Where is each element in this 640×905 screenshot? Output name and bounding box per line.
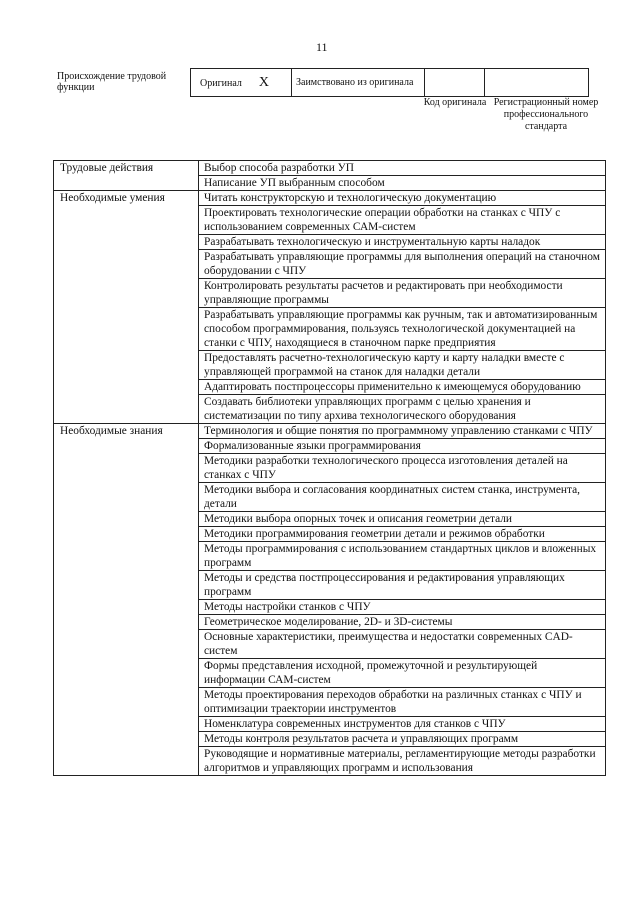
row-text: Терминология и общие понятия по программному управлению станками с ЧПУ xyxy=(199,424,606,439)
row-text: Адаптировать постпроцессоры применительно к имеющемуся оборудованию xyxy=(199,380,606,395)
row-text: Формализованные языки программирования xyxy=(199,439,606,454)
row-text: Методики программирования геометрии детали и режимов обработки xyxy=(199,527,606,542)
section-label: Необходимые знания xyxy=(54,424,199,776)
row-text: Методы настройки станков с ЧПУ xyxy=(199,600,606,615)
original-mark: X xyxy=(258,74,270,90)
row-text: Разрабатывать технологическую и инструментальную карты наладок xyxy=(199,235,606,250)
table-row xyxy=(54,424,606,439)
row-text: Предоставлять расчетно-технологическую карту и карту наладки вместе с управляющей программой на станок для наладки детали xyxy=(199,351,606,380)
row-text: Читать конструкторскую и технологическую документацию xyxy=(199,191,606,206)
section-label: Необходимые умения xyxy=(54,191,199,424)
row-text: Разрабатывать управляющие программы для выполнения операций на станочном оборудовании с ЧПУ xyxy=(199,250,606,279)
row-text: Создавать библиотеки управляющих программ с целью хранения и систематизации по типу архива технологического оборудования xyxy=(199,395,606,424)
row-text: Написание УП выбранным способом xyxy=(199,176,606,191)
origin-table xyxy=(190,68,589,97)
code-cell xyxy=(425,69,485,97)
table-row xyxy=(54,191,606,206)
row-text: Методы программирования с использованием стандартных циклов и вложенных программ xyxy=(199,542,606,571)
row-text: Формы представления исходной, промежуточной и результирующей информации САМ-систем xyxy=(199,659,606,688)
section-label: Трудовые действия xyxy=(54,161,199,191)
row-text: Проектировать технологические операции обработки на станках с ЧПУ с использованием современных САМ-систем xyxy=(199,206,606,235)
page-number: 11 xyxy=(316,40,328,54)
row-text: Руководящие и нормативные материалы, регламентирующие методы разработки алгоритмов и управляющих программ и использования xyxy=(199,747,606,776)
row-text: Основные характеристики, преимущества и недостатки современных CAD-систем xyxy=(199,630,606,659)
row-text: Методики выбора и согласования координатных систем станка, инструмента, детали xyxy=(199,483,606,512)
row-text: Методики разработки технологического процесса изготовления деталей на станках с ЧПУ xyxy=(199,454,606,483)
original-label: Оригинал xyxy=(200,77,242,89)
registration-number-caption: Регистрационный номер профессионального стандарта xyxy=(493,97,599,132)
row-text: Геометрическое моделирование, 2D- и 3D-системы xyxy=(199,615,606,630)
original-cell xyxy=(191,69,292,97)
row-text: Методы проектирования переходов обработки на различных станках с ЧПУ и оптимизации траектории инструментов xyxy=(199,688,606,717)
row-text: Разрабатывать управляющие программы как ручным, так и автоматизированным способом программирования, пользуясь технологической документацией на станки с ЧПУ, находящиеся в станочном парке предприятия xyxy=(199,308,606,351)
row-text: Методы контроля результатов расчета и управляющих программ xyxy=(199,732,606,747)
registration-number-cell xyxy=(485,69,589,97)
borrowed-cell: Заимствовано из оригинала xyxy=(292,69,425,97)
row-text: Номенклатура современных инструментов для станков с ЧПУ xyxy=(199,717,606,732)
labor-function-table xyxy=(53,160,606,776)
row-text: Методики выбора опорных точек и описания геометрии детали xyxy=(199,512,606,527)
row-text: Контролировать результаты расчетов и редактировать при необходимости управляющие программы xyxy=(199,279,606,308)
origin-label: Происхождение трудовой функции xyxy=(57,71,167,93)
table-row xyxy=(54,161,606,176)
row-text: Выбор способа разработки УП xyxy=(199,161,606,176)
row-text: Методы и средства постпроцессирования и редактирования управляющих программ xyxy=(199,571,606,600)
code-caption: Код оригинала xyxy=(423,97,487,108)
